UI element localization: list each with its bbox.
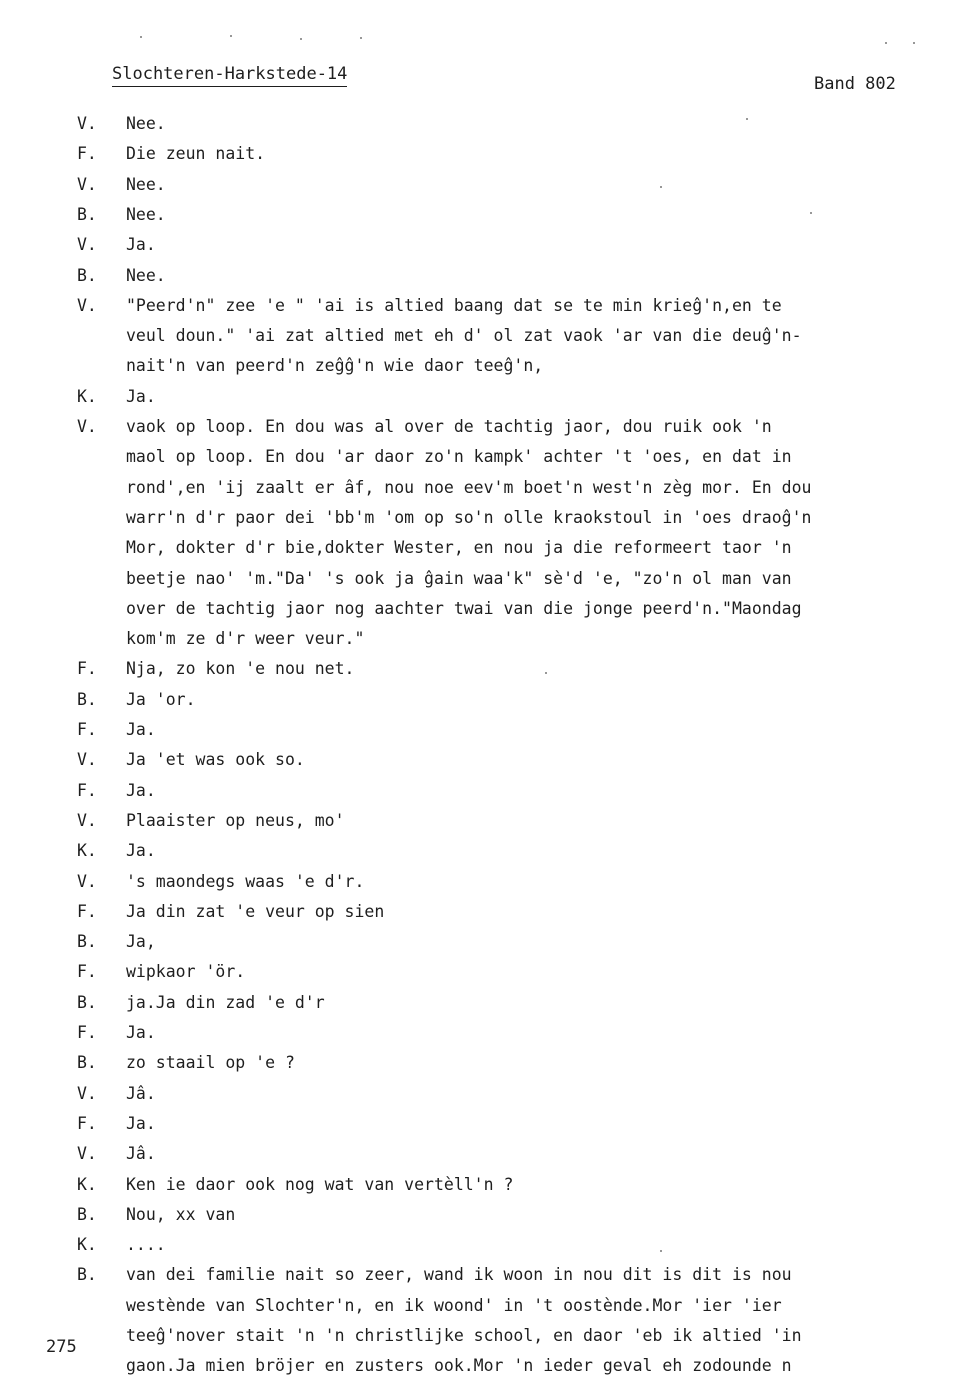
speaker-label: F. bbox=[77, 902, 97, 921]
scan-speck bbox=[140, 36, 142, 38]
transcript-line: gaon.Ja mien bröjer en zusters ook.Mor 'n ieder geval eh zodounde n bbox=[126, 1356, 792, 1375]
transcript-line: Ja. bbox=[126, 1114, 156, 1133]
transcript-line: Nee. bbox=[126, 175, 166, 194]
speaker-label: V. bbox=[77, 296, 97, 315]
transcript-line: over de tachtig jaor nog aachter twai van die jonge peerd'n."Maondag bbox=[126, 599, 802, 618]
speaker-label: F. bbox=[77, 659, 97, 678]
speaker-label: V. bbox=[77, 417, 97, 436]
scan-speck bbox=[810, 212, 812, 214]
speaker-label: V. bbox=[77, 235, 97, 254]
transcript-line: Mor, dokter d'r bie,dokter Wester, en nou ja die reformeert taor 'n bbox=[126, 538, 792, 557]
transcript-line: Ja din zat 'e veur op sien bbox=[126, 902, 385, 921]
transcript-line: Nee. bbox=[126, 205, 166, 224]
transcript-line: veul doun." 'ai zat altied met eh d' ol zat vaok 'ar van die deuĝ'n- bbox=[126, 326, 802, 345]
transcript-line: Ja. bbox=[126, 387, 156, 406]
transcript-line: Nja, zo kon 'e nou net. bbox=[126, 659, 355, 678]
transcript-line: vaok op loop. En dou was al over de tachtig jaor, dou ruik ook 'n bbox=[126, 417, 772, 436]
speaker-label: F. bbox=[77, 720, 97, 739]
transcript-line: beetje nao' 'm."Da' 's ook ja ĝain waa'k" sè'd 'e, "zo'n ol man van bbox=[126, 569, 792, 588]
speaker-label: K. bbox=[77, 1235, 97, 1254]
transcript-line: Nee. bbox=[126, 114, 166, 133]
transcript-line: Jâ. bbox=[126, 1084, 156, 1103]
transcript-line: westènde van Slochter'n, en ik woond' in 't oostènde.Mor 'ier 'ier bbox=[126, 1296, 782, 1315]
transcript-line: rond',en 'ij zaalt er âf, nou noe eev'm boet'n west'n zèg mor. En dou bbox=[126, 478, 812, 497]
scan-speck bbox=[660, 1250, 662, 1252]
transcript-line: teeĝ'nover stait 'n 'n christlijke school, en daor 'eb ik altied 'in bbox=[126, 1326, 802, 1345]
speaker-label: B. bbox=[77, 1053, 97, 1072]
scan-speck bbox=[660, 186, 662, 188]
speaker-label: V. bbox=[77, 750, 97, 769]
transcript-line: 's maondegs waas 'e d'r. bbox=[126, 872, 365, 891]
transcript-line: Nou, xx van bbox=[126, 1205, 236, 1224]
transcript-location-title: Slochteren-Harkstede-14 bbox=[112, 62, 347, 87]
scan-speck bbox=[913, 42, 915, 44]
speaker-label: B. bbox=[77, 993, 97, 1012]
speaker-label: V. bbox=[77, 1144, 97, 1163]
speaker-label: K. bbox=[77, 387, 97, 406]
scan-speck bbox=[360, 37, 362, 39]
speaker-label: B. bbox=[77, 1265, 97, 1284]
speaker-label: F. bbox=[77, 781, 97, 800]
speaker-label: B. bbox=[77, 205, 97, 224]
speaker-label: K. bbox=[77, 1175, 97, 1194]
transcript-line: Plaaister op neus, mo' bbox=[126, 811, 345, 830]
speaker-label: V. bbox=[77, 872, 97, 891]
transcript-line: "Peerd'n" zee 'e " 'ai is altied baang dat se te min krieĝ'n,en te bbox=[126, 296, 782, 315]
transcript-line: zo staail op 'e ? bbox=[126, 1053, 295, 1072]
transcript-line: warr'n d'r paor dei 'bb'm 'om op so'n olle kraokstoul in 'oes draoĝ'n bbox=[126, 508, 812, 527]
speaker-label: V. bbox=[77, 1084, 97, 1103]
transcript-line: ja.Ja din zad 'e d'r bbox=[126, 993, 325, 1012]
scan-speck bbox=[746, 118, 748, 120]
transcript-line: Nee. bbox=[126, 266, 166, 285]
page-number: 275 bbox=[46, 1337, 77, 1357]
transcript-line: Ken ie daor ook nog wat van vertèll'n ? bbox=[126, 1175, 514, 1194]
speaker-label: V. bbox=[77, 175, 97, 194]
transcript-line: wipkaor 'ör. bbox=[126, 962, 246, 981]
transcript-line: van dei familie nait so zeer, wand ik woon in nou dit is dit is nou bbox=[126, 1265, 792, 1284]
speaker-label: F. bbox=[77, 1023, 97, 1042]
transcript-line: Jâ. bbox=[126, 1144, 156, 1163]
transcript-line: Ja 'et was ook so. bbox=[126, 750, 305, 769]
speaker-label: B. bbox=[77, 690, 97, 709]
speaker-label: B. bbox=[77, 932, 97, 951]
speaker-label: V. bbox=[77, 114, 97, 133]
transcript-line: Ja. bbox=[126, 235, 156, 254]
transcript-line: nait'n van peerd'n zeĝĝ'n wie daor teeĝ'n, bbox=[126, 356, 544, 375]
speaker-label: F. bbox=[77, 144, 97, 163]
speaker-label: B. bbox=[77, 266, 97, 285]
scan-speck bbox=[300, 38, 302, 40]
transcript-line: Ja. bbox=[126, 1023, 156, 1042]
transcript-line: Ja. bbox=[126, 841, 156, 860]
transcript-line: Ja, bbox=[126, 932, 156, 951]
speaker-label: B. bbox=[77, 1205, 97, 1224]
transcript-line: Ja. bbox=[126, 781, 156, 800]
speaker-label: F. bbox=[77, 1114, 97, 1133]
transcript-line: Ja 'or. bbox=[126, 690, 196, 709]
transcript-line: Ja. bbox=[126, 720, 156, 739]
speaker-label: V. bbox=[77, 811, 97, 830]
transcript-line: kom'm ze d'r weer veur." bbox=[126, 629, 365, 648]
transcript-line: maol op loop. En dou 'ar daor zo'n kampk' achter 't 'oes, en dat in bbox=[126, 447, 792, 466]
scan-speck bbox=[545, 672, 547, 674]
tape-number: Band 802 bbox=[814, 74, 896, 94]
transcript-line: Die zeun nait. bbox=[126, 144, 266, 163]
speaker-label: K. bbox=[77, 841, 97, 860]
transcript-line: .... bbox=[126, 1235, 166, 1254]
scan-speck bbox=[230, 35, 232, 37]
speaker-label: F. bbox=[77, 962, 97, 981]
scan-speck bbox=[885, 42, 887, 44]
